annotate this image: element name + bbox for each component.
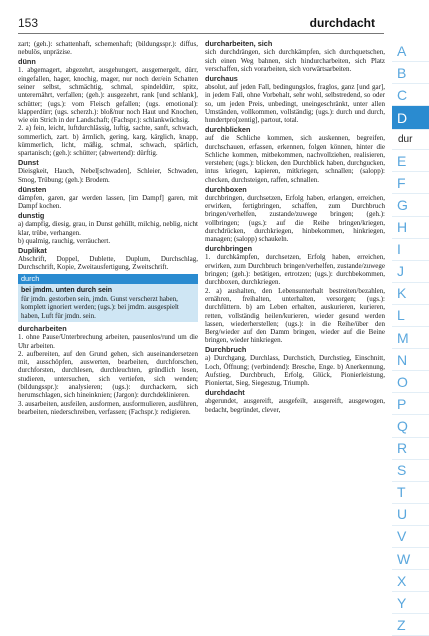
alphabet-tab-n[interactable]: N xyxy=(392,349,429,371)
entry-definition: 2. a) aushalten, den Lebensunterhalt bestreiten/bezahlen, ernähren, freihalten, unterhalten, versorgen; (ugs.): durchfüttern. b) am Leben erhalten, auskurieren, kurieren, retten, vollständig heilen/kurieren, wieder gesund werden lassen, wiederherstellen; (ugs.): in die Reihe/über den Berg/wieder auf den Damm bringen, wieder auf die Beine bringen, wieder hinkriegen. xyxy=(205,286,385,345)
alphabet-tab-p[interactable]: P xyxy=(392,393,429,415)
alphabet-tab-r[interactable]: R xyxy=(392,438,429,460)
page-number: 153 xyxy=(18,16,39,30)
entry-definition: dämpfen, garen, gar werden lassen, [im Dampf] garen, mit Dampf kochen. xyxy=(18,193,198,211)
entry-definition: auf die Schliche kommen, sich auskennen, begreifen, durchschauen, erfassen, erkennen, folgen können, hinter die Schliche kommen, mitbekommen, nachvollziehen, realisieren, verstehen; (ugs.): blicken, den Durchblick haben, durchgucken, intus kriegen, kapieren, mitkriegen, schnallen; (salopp): checken, durchsteigen, raffen, schnallen. xyxy=(205,134,385,184)
alphabet-tab-g[interactable]: G xyxy=(392,194,429,216)
alphabet-tab-c[interactable]: C xyxy=(392,84,429,106)
entry-headword: Durchbruch xyxy=(205,345,247,355)
alphabet-tab-f[interactable]: F xyxy=(392,172,429,194)
dictionary-entry xyxy=(205,126,385,184)
left-entries xyxy=(18,40,198,272)
alphabet-tab-j[interactable]: J xyxy=(392,261,429,283)
entry-definition: abgerundet, ausgereift, ausgefeilt, ausgereift, ausgewogen, bedacht, begründet, clever, xyxy=(205,397,385,414)
entry-definition: 3. ausarbeiten, ausfeilen, ausformen, ausformulieren, ausführen, bearbeiten, niederschreiben, verfassen; (Fachspr.): redigieren. xyxy=(18,399,198,416)
alphabet-tab-q[interactable]: Q xyxy=(392,415,429,437)
entry-headword: durcharbeiten, sich xyxy=(205,39,273,48)
entry-definition: Dieisgkeit, Hauch, Nebel[schwaden], Schleier, Schwaden, Smog, Trübung; (geh.): Brodem. xyxy=(18,167,198,184)
dictionary-entry xyxy=(18,247,198,272)
alphabet-tab-h[interactable]: H xyxy=(392,217,429,239)
alphabet-tab-k[interactable]: K xyxy=(392,283,429,305)
alphabet-tab-l[interactable]: L xyxy=(392,305,429,327)
entry-definition: absolut, auf jeden Fall, bedingungslos, fraglos, ganz [und gar], in jedem Fall, ohne Vorbehalt, sehr wohl, selbstredend, so oder so, um jeden Preis, unbedingt, uneingeschränkt, unter allen Umständen, vollkommen, vollständig; (ugs.): durch und durch, hundertpro[zentig], partout, total. xyxy=(205,82,385,125)
usage-box xyxy=(18,274,198,322)
entry-headword: durchbringen xyxy=(205,244,253,254)
dictionary-entry xyxy=(18,325,198,416)
alphabet-tab-e[interactable]: E xyxy=(392,150,429,172)
alphabet-tab-m[interactable]: M xyxy=(392,327,429,349)
entry-headword: dünn xyxy=(18,57,36,67)
usage-box-text: für jmdn. gestorben sein, jmdn. Gunst verscherzt haben, komplett ignoriert werden; (ugs.): bei jmdm. ausgespielt haben, Luft für jmdn. sein. xyxy=(21,295,179,320)
entry-definition: 2. aufbereiten, auf den Grund gehen, sich auseinandersetzen mit, ausschöpfen, auswerten, bearbeiten, durchforschen, durchforsten, durchlesen, durchleuchten, gründlich lesen, studieren, untersuchen, sich vertiefen, sich wenden; (bildungsspr.): analysieren; (ugs.): durchackern, sich herumschlagen, sich hineinknien; (Jargon): durchdeklinieren. xyxy=(18,349,198,400)
entry-headword: durchboxen xyxy=(205,184,247,194)
entry-definition: 1. ohne Pause/Unterbrechung arbeiten, pausenlos/rund um die Uhr arbeiten. xyxy=(18,333,198,350)
alphabet-tab-z[interactable]: Z xyxy=(392,614,429,636)
right-column xyxy=(205,40,385,416)
right-entries xyxy=(205,40,385,414)
entry-definition: a) dampfig, diesig, grau, in Dunst gehüllt, milchig, neblig, nicht klar, trübe, verhangen. xyxy=(18,220,198,237)
alphabet-subtab[interactable]: dur xyxy=(392,130,429,150)
dictionary-entry xyxy=(205,75,385,125)
dictionary-entry xyxy=(205,245,385,345)
entry-headword: Duplikat xyxy=(18,245,47,255)
entry-headword: durcharbeiten xyxy=(18,324,67,333)
alphabet-tab-o[interactable]: O xyxy=(392,371,429,393)
entry-definition: a) Durchgang, Durchlass, Durchstich, Durchstieg, Einschnitt, Loch, Öffnung; (verbindend): Bresche, Enge. b) Anerkennung, Aufstieg, Durchbruch, Erfolg, Glück, Pionierleistung, Pioniertat, Sieg, Siegeszug, Triumph. xyxy=(205,354,385,388)
alphabet-tab-y[interactable]: Y xyxy=(392,592,429,614)
left-column xyxy=(18,40,198,418)
entry-headword: Dunst xyxy=(18,158,39,168)
entry-headword: durchblicken xyxy=(205,124,251,134)
usage-box-phrase: bei jmdm. unten durch sein xyxy=(21,286,113,294)
dictionary-entry xyxy=(205,346,385,387)
entry-headword: dünsten xyxy=(18,184,47,194)
dictionary-entry xyxy=(18,159,198,184)
alphabet-tab-a[interactable]: A xyxy=(392,40,429,62)
usage-box-row xyxy=(18,284,198,322)
dictionary-entry xyxy=(18,40,198,57)
alphabet-index xyxy=(392,40,429,636)
dictionary-entry xyxy=(18,58,198,158)
page-header xyxy=(0,16,383,34)
entry-definition: 2. a) fein, leicht, luftdurchlässig, luftig, sachte, sanft, schwach, sommerlich, zart. b) ärmlich, gering, karg, kärglich, knapp, kümmerlich, licht, mäßig, schmal, schwach, spärlich, spartanisch; (geh.): schütter; (abwertend): dürftig. xyxy=(18,124,198,158)
running-headword: durchdacht xyxy=(309,16,375,30)
entry-definition: zart; (geh.): schattenhaft, schemenhaft; (bildungsspr.): diffus, nebulös, unpräzise. xyxy=(18,40,198,57)
alphabet-tab-u[interactable]: U xyxy=(392,504,429,526)
left-entries-after xyxy=(18,325,198,416)
dictionary-entry xyxy=(205,186,385,244)
alphabet-tab-x[interactable]: X xyxy=(392,570,429,592)
alphabet-tab-d[interactable]: D xyxy=(392,106,429,130)
usage-box-head: durch xyxy=(18,274,198,284)
entry-headword: dunstig xyxy=(18,210,45,220)
entry-definition: b) qualmig, rauchig, verräuchert. xyxy=(18,236,111,245)
alphabet-tab-v[interactable]: V xyxy=(392,526,429,548)
dictionary-entry xyxy=(18,212,198,245)
alphabet-tab-w[interactable]: W xyxy=(392,548,429,570)
entry-definition: sich durchdrängen, sich durchkämpfen, sich durchquetschen, sich einen Weg bahnen, sich hindurcharbeiten, sich Platz verschaffen, sich vorarbeiten, sich vorwärtsarbeiten. xyxy=(205,48,385,73)
dictionary-entry xyxy=(18,186,198,211)
alphabet-tab-s[interactable]: S xyxy=(392,460,429,482)
entry-definition: 1. abgemagert, abgezehrt, ausgehungert, ausgemergelt, dürr, eingefallen, hager, knochig, mager, nur noch der/ein Schatten seiner selbst, schmächtig, schmal, spindeldürr, spitz, unterernährt, verfallen; (geh.): ausgezehrt, rank [und schlank], schütter; (ugs.): vom Fleisch gefallen; (ugs. emotional): klapperdürr; (ugs. scherzh.): bloß/nur noch Haut und Knochen, wie ein Strich in der Landschaft; (Fachspr.): schlankwüchsig. xyxy=(18,66,198,125)
entry-definition: durchbringen, durchsetzen, Erfolg haben, erlangen, erreichen, erwirken, fertigbringen, schaffen, zum Durchbruch bringen/verhelfen, zustande/zuwege bringen; (geh.): vollbringen; (ugs.): auf die Reihe bringen/kriegen, durchdrücken, durchkriegen, hinbekommen, hinkriegen, managen; (salopp) schaukeln. xyxy=(205,193,385,244)
alphabet-tab-i[interactable]: I xyxy=(392,239,429,261)
dictionary-entry xyxy=(205,40,385,73)
header-rule xyxy=(18,33,384,34)
entry-headword: durchaus xyxy=(205,73,238,83)
entry-definition: Abschrift, Doppel, Dublette, Duplum, Durchschlag, Durchschrift, Kopie, Zweitausfertigung, Zweitschrift. xyxy=(18,254,198,272)
alphabet-tab-t[interactable]: T xyxy=(392,482,429,504)
alphabet-tab-b[interactable]: B xyxy=(392,62,429,84)
entry-definition: 1. durchkämpfen, durchsetzen, Erfolg haben, erreichen, erwirken, zum Durchbruch bringen/verhelfen, zustande/zuwege bringen; (geh.): betätigen, ertrotzen; (ugs.): durchbekommen, durchboxen, durchkriegen. xyxy=(205,253,385,287)
dictionary-entry xyxy=(205,389,385,414)
entry-headword: durchdacht xyxy=(205,388,245,398)
